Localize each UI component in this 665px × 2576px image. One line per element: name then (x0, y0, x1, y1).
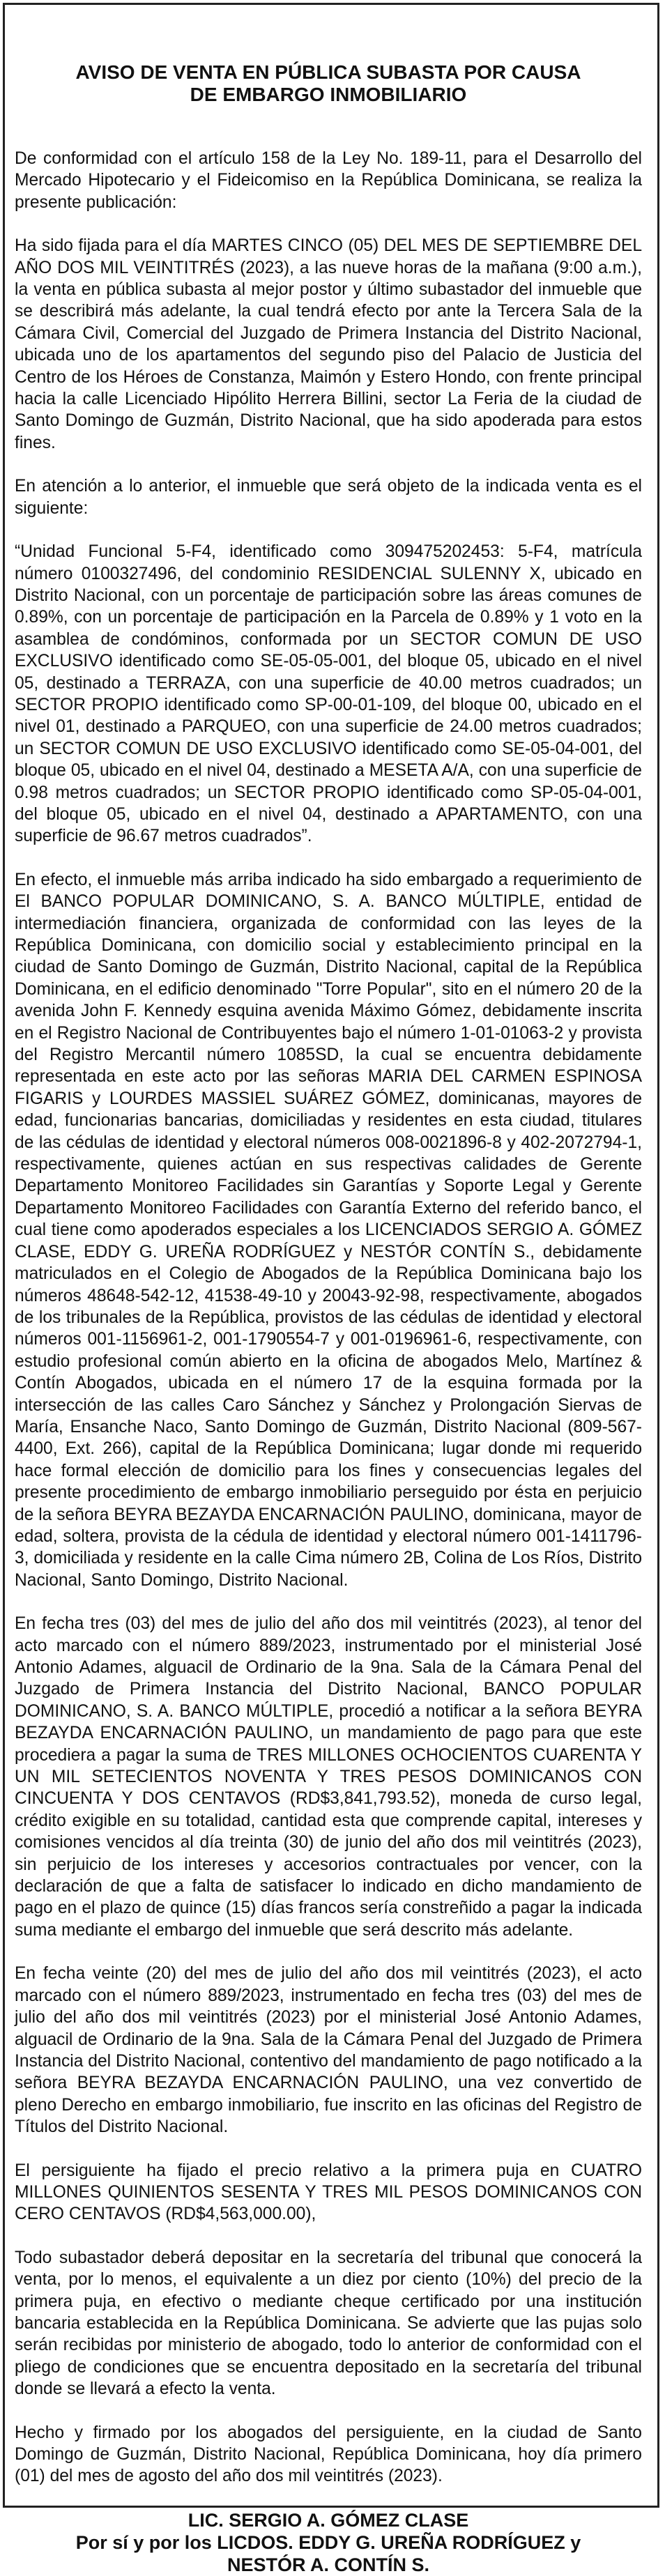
paragraph-registration: En fecha veinte (20) del mes de julio del año dos mil veintitrés (2023), el acto marcado con el número 889/2023, instrumentado en fecha tres (03) del mes de julio del año dos mil veintitrés (2023) por el ministerial José Antonio Adames, alguacil de Ordinario de la 9na. Sala de la Cámara Penal del Juzgado de Primera Instancia del Distrito Nacional, contentivo del mandamiento de pago notificado a la señora BEYRA BEZAYDA ENCARNACIÓN PAULINO, una vez convertido de pleno Derecho en embargo inmobiliario, fue inscrito en las oficinas del Registro de Títulos del Distrito Nacional. (15, 1964, 642, 2137)
paragraph-seizure-parties: En efecto, el inmueble más arriba indicado ha sido embargado a requerimiento de El BANCO POPULAR DOMINICANO, S. A. BANCO MÚLTIPLE, entidad de intermediación financiera, organizada de conformidad con las leyes de la República Dominicana, con domicilio social y establecimiento principal en la ciudad de Santo Domingo de Guzmán, Distrito Nacional, capital de la República Dominicana, en el edificio denominado "Torre Popular", sito en el número 20 de la avenida John F. Kennedy esquina avenida Máximo Gómez, debidamente inscrita en el Registro Nacional de Contribuyentes bajo el número 1-01-01063-2 y provista del Registro Mercantil número 1085SD, la cual se encuentra debidamente representada en este acto por las señoras MARIA DEL CARMEN ESPINOSA FIGARIS y LOURDES MASSIEL SUÁREZ GÓMEZ, dominicanas, mayores de edad, funcionarias bancarias, domiciliadas y residentes en esta ciudad, titulares de las cédulas de identidad y electoral números 008-0021896-8 y 402-2072794-1, respectivamente, quienes actúan en sus respectivas calidades de Gerente Departamento Monitoreo Facilidades sin Garantías y Soporte Legal y Gerente Departamento Monitoreo Facilidades con Garantía Externo del referido banco, el cual tiene como apoderados especiales a los LICENCIADOS SERGIO A. GÓMEZ CLASE, EDDY G. UREÑA RODRÍGUEZ y NESTÓR CONTÍN S., debidamente matriculados en el Colegio de Abogados de la República Dominicana bajo los números 48648-542-12, 41538-49-10 y 20043-92-98, respectivamente, abogados de los tribunales de la República, provistos de las cédulas de identidad y electoral números 001-1156961-2, 001-1790554-7 y 001-0196961-6, respectivamente, con estudio profesional común abierto en la oficina de abogados Melo, Martínez & Contín Abogados, ubicada en el número 17 de la esquina formada por la intersección de las calles Caro Sánchez y Sánchez y Prolongación Siervas de María, Ensanche Naco, Santo Domingo de Guzmán, Distrito Nacional (809-567-4400, Ext. 266), capital de la República Dominicana; lugar donde mi requerido hace formal elección de domicilio para los fines y consecuencias legales del presente procedimiento de embargo inmobiliario perseguido por ésta en perjuicio de la señora BEYRA BEZAYDA ENCARNACIÓN PAULINO, dominicana, mayor de edad, soltera, provista de la cédula de identidad y electoral número 001-1411796-3, domiciliada y residente en la calle Cima número 2B, Colina de Los Ríos, Distrito Nacional, Santo Domingo, Distrito Nacional. (15, 870, 642, 1590)
paragraph-property-description: “Unidad Funcional 5-F4, identificado como 309475202453: 5-F4, matrícula número 0100327496, del condominio RESIDENCIAL SULENNY X, ubicado en Distrito Nacional, con un porcentaje de participación sobre las áreas comunes de 0.89%, con un porcentaje de participación en la Parcela de 0.89% y 1 voto en la asamblea de condóminos, conformada por un SECTOR COMUN DE USO EXCLUSIVO identificado como SE-05-05-001, del bloque 05, ubicado en el nivel 05, destinado a TERRAZA, con una superficie de 40.00 metros cuadrados; un SECTOR PROPIO identificado como SP-00-01-109, del bloque 00, ubicado en el nivel 01, destinado a PARQUEO, con una superficie de 24.00 metros cuadrados; un SECTOR COMUN DE USO EXCLUSIVO identificado como SE-05-04-001, del bloque 05, ubicado en el nivel 04, destinado a MESETA A/A, con una superficie de 0.98 metros cuadrados; un SECTOR PROPIO identificado como SP-05-04-001, del bloque 05, ubicado en el nivel 04, destinado a APARTAMENTO, con una superficie de 96.67 metros cuadrados”. (15, 542, 642, 846)
paragraph-property-intro: En atención a lo anterior, el inmueble que será objeto de la indicada venta es el siguiente: (15, 477, 642, 518)
paragraph-payment-order: En fecha tres (03) del mes de julio del año dos mil veintitrés (2023), al tenor del acto marcado con el número 889/2023, instrumentado por el ministerial José Antonio Adames, alguacil de Ordinario de la 9na. Sala de la Cámara Penal del Juzgado de Primera Instancia del Distrito Nacional, BANCO POPULAR DOMINICANO, S. A. BANCO MÚLTIPLE, procedió a notificar a la señora BEYRA BEZAYDA ENCARNACIÓN PAULINO, un mandamiento de pago para que este procediera a pagar la suma de TRES MILLONES OCHOCIENTOS CUARENTA Y UN MIL SETECIENTOS NOVENTA Y TRES PESOS DOMINICANOS CON CINCUENTA Y DOS CENTAVOS (RD$3,841,793.52), moneda de curso legal, crédito exigible en su totalidad, cantidad esta que comprende capital, intereses y comisiones vencidos al día treinta (30) de junio del año dos mil veintitrés (2023), sin perjuicio de los intereses y accesorios contractuales por vencer, con la declaración de que a falta de satisfacer lo indicado en dicho mandamiento de pago en el plazo de quince (15) días francos sería constreñido a pagar la indicada suma mediante el embargo del inmueble que será descrito más adelante. (15, 1614, 642, 1940)
paragraph-bidder-deposit: Todo subastador deberá depositar en la secretaría del tribunal que conocerá la venta, por lo menos, el equivalente a un diez por ciento (10%) del precio de la primera puja, en efectivo o mediante cheque certificado por una institución bancaria establecida en la República Dominicana. Se advierte que las pujas solo serán recibidas por ministerio de abogado, todo lo anterior de conformidad con el pliego de condiciones que se encuentra depositado en la secretaría del tribunal donde se llevará a efecto la venta. (15, 2248, 642, 2399)
notice-content (15, 61, 642, 2576)
notice-title-line-1: AVISO DE VENTA EN PÚBLICA SUBASTA POR CAUSA (75, 61, 581, 83)
signature-line-1: LIC. SERGIO A. GÓMEZ CLASE (188, 2509, 469, 2531)
paragraph-signed-date: Hecho y firmado por los abogados del persiguiente, en la ciudad de Santo Domingo de Guzmán, Distrito Nacional, República Dominicana, hoy día primero (01) del mes de agosto del año dos mil veintitrés (2023). (15, 2423, 642, 2486)
paragraph-first-bid-price: El persiguiente ha fijado el precio relativo a la primera puja en CUATRO MILLONES QUINIENTOS SESENTA Y TRES MIL PESOS DOMINICANOS CON CERO CENTAVOS (RD$4,563,000.00), (15, 2161, 642, 2224)
paragraph-auction-date: Ha sido fijada para el día MARTES CINCO (05) DEL MES DE SEPTIEMBRE DEL AÑO DOS MIL VEINTITRÉS (2023), a las nueve horas de la mañana (9:00 a.m.), la venta en pública subasta al mejor postor y último subastador del inmueble que se describirá más adelante, la cual tendrá efecto por ante la Tercera Sala de la Cámara Civil, Comercial del Juzgado de Primera Instancia del Distrito Nacional, ubicada uno de los apartamentos del segundo piso del Palacio de Justicia del Centro de los Héroes de Constanza, Maimón y Estero Hondo, con frente principal hacia la calle Licenciado Hipólito Herrera Billini, sector La Feria de la ciudad de Santo Domingo de Guzmán, Distrito Nacional, que ha sido apoderada para estos fines. (15, 236, 642, 452)
signature-line-2: Por sí y por los LICDOS. EDDY G. UREÑA RODRÍGUEZ y (75, 2531, 581, 2553)
signature-block (15, 2509, 642, 2576)
paragraph-legal-basis: De conformidad con el artículo 158 de la Ley No. 189-11, para el Desarrollo del Mercado Hipotecario y el Fideicomiso en la República Dominicana, se realiza la presente publicación: (15, 149, 642, 212)
signature-line-3: NESTÓR A. CONTÍN S. (227, 2554, 429, 2575)
notice-title (15, 61, 642, 106)
notice-title-line-2: DE EMBARGO INMOBILIARIO (190, 84, 467, 105)
